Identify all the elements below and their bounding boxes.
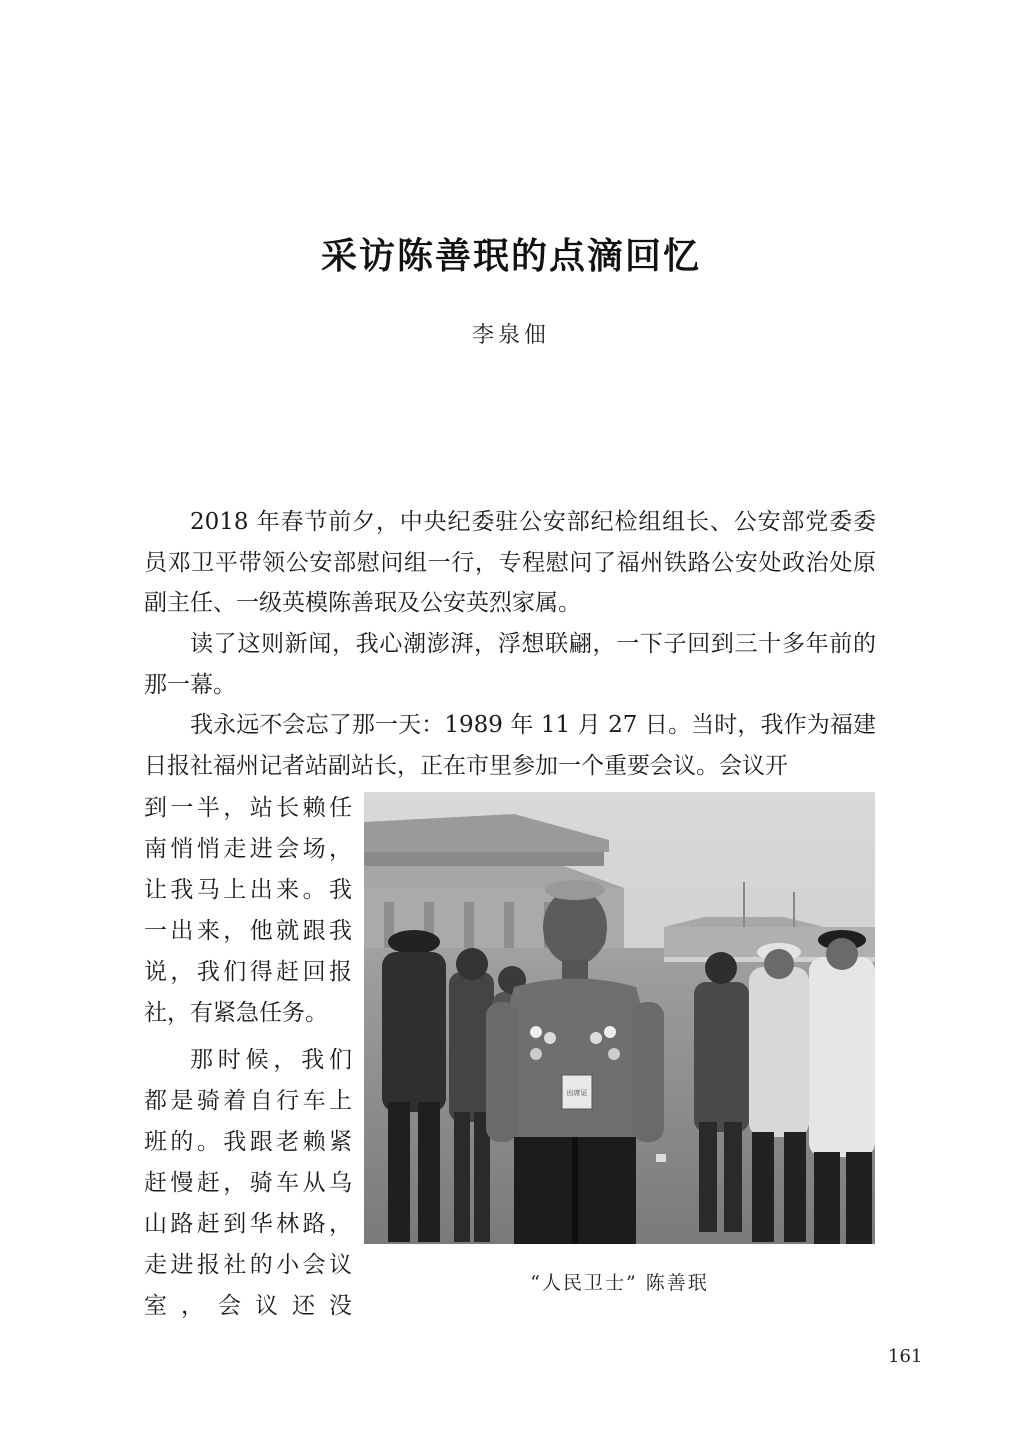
photo-caption: “人民卫士” 陈善珉	[530, 1272, 709, 1294]
paragraph-3: 我永远不会忘了那一天：1989 年 11 月 27 日。当时，我作为福建日报社福州记者站副站长，正在市里参加一个重要会议。会议开	[144, 712, 876, 779]
badge-text: 出席证	[566, 1089, 588, 1097]
side-line: 都是骑着自行车上	[144, 1088, 352, 1114]
side-line: 那时候，我们	[190, 1047, 352, 1073]
side-line: 南悄悄走进会场，	[144, 836, 352, 862]
photo-illustration	[364, 792, 875, 1244]
side-text-column	[144, 788, 352, 1327]
side-line: 社，有紧急任务。	[144, 1000, 328, 1026]
side-line: 说，我们得赶回报	[144, 959, 352, 985]
side-line: 到一半，站长赖任	[144, 795, 352, 821]
page-number: 161	[888, 1346, 923, 1367]
side-line: 室，会议还没	[144, 1293, 352, 1319]
side-line: 让我马上出来。我	[144, 877, 352, 903]
side-line: 赶慢赶，骑车从乌	[144, 1170, 352, 1196]
side-line: 一出来，他就跟我	[144, 918, 352, 944]
portrait-photo	[364, 792, 875, 1244]
side-line: 山路赶到华林路，	[144, 1211, 352, 1237]
paragraph-1: 2018 年春节前夕，中央纪委驻公安部纪检组组长、公安部党委委员邓卫平带领公安部慰问组一行，专程慰问了福州铁路公安处政治处原副主任、一级英模陈善珉及公安英烈家属。	[144, 509, 876, 616]
side-text-block-1	[144, 788, 352, 1034]
article-title: 采访陈善珉的点滴回忆	[320, 236, 701, 277]
side-line: 班的。我跟老赖紧	[144, 1129, 352, 1155]
author-name: 李泉佃	[471, 323, 550, 348]
paragraph-2: 读了这则新闻，我心潮澎湃，浮想联翩，一下子回到三十多年前的那一幕。	[144, 631, 876, 698]
side-text-block-2	[144, 1040, 352, 1327]
side-line: 走进报社的小会议	[144, 1252, 352, 1278]
